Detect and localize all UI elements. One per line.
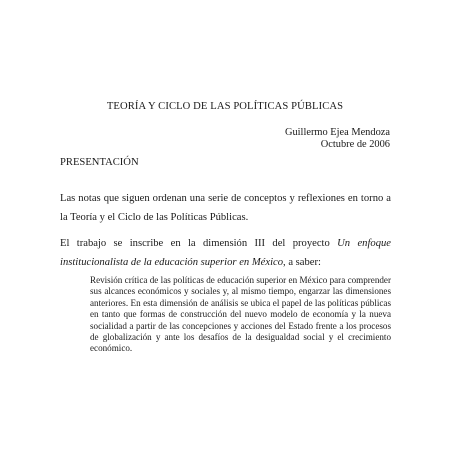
project-title-italic: Un enfoque institucionalista de la educación superior en México	[60, 238, 391, 268]
project-paragraph-tail: , a saber:	[283, 257, 321, 268]
author-name: Guillermo Ejea Mendoza	[284, 127, 390, 138]
project-paragraph-text: El trabajo se inscribe en la dimensión III del proyecto	[60, 238, 338, 249]
document-title: TEORÍA Y CICLO DE LAS POLÍTICAS PÚBLICAS	[106, 101, 344, 112]
author-block	[285, 127, 390, 151]
document-date: Octubre de 2006	[320, 139, 390, 150]
intro-paragraph: Las notas que siguen ordenan una serie de conceptos y reflexiones en torno a la Teoría y el Ciclo de las Políticas Públicas.	[60, 193, 391, 223]
section-heading: PRESENTACIÓN	[60, 157, 139, 168]
block-quote: Revisión crítica de las políticas de educación superior en México para comprender sus alcances económicos y sociales y, al mismo tiempo, engarzar las dimensiones anteriores. En esta dimensión de análisis se ubica el papel de las políticas públicas en tanto que formas de construcción del nuevo modelo de economía y la nueva socialidad a partir de las concepciones y acciones del Estado frente a los procesos de globalización y ante los desafíos de la desigualdad social y el crecimiento económico.	[90, 275, 391, 354]
project-paragraph	[60, 234, 391, 272]
